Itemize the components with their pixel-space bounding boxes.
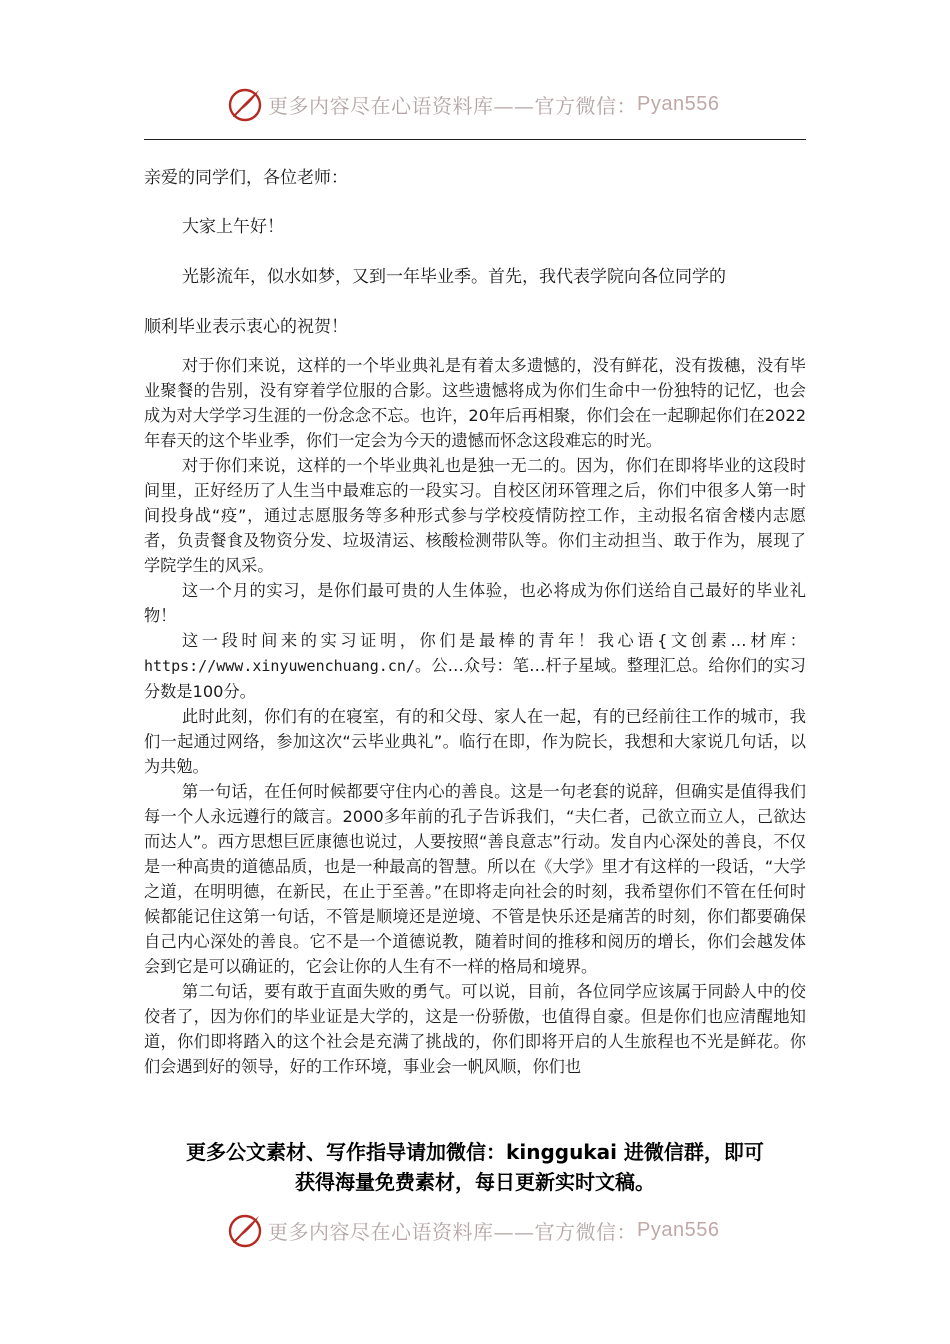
- paragraph-4: [144, 628, 806, 704]
- banner-wechat-id: Pyan556: [637, 92, 720, 115]
- header-banner: [0, 80, 950, 128]
- intro-line-1: 光影流年，似水如梦，又到一年毕业季。首先，我代表学院向各位同学的: [182, 267, 726, 287]
- footer-wechat-id: Pyan556: [637, 1218, 720, 1241]
- paragraph-7: 第二句话，要有敢于直面失败的勇气。可以说，目前，各位同学应该属于同龄人中的佼佼者了，因为你们的毕业证是大学的，这是一份骄傲，也值得自豪。但是你们也应清醒地知道，你们即将踏入的这个社会是充满了挑战的，你们即将开启的人生旅程也不光是鲜花。你们会遇到好的领导，好的工作环境，事业会一帆风顺，你们也: [144, 982, 806, 1076]
- greeting: 大家上午好！: [182, 217, 284, 237]
- paragraph-5: 此时此刻，你们有的在寝室，有的和父母、家人在一起，有的已经前往工作的城市，我们一起通过网络，参加这次“云毕业典礼”。临行在即，作为院长，我想和大家说几句话，以为共勉。: [144, 707, 806, 776]
- speech-body: [144, 353, 806, 1079]
- quill-logo-icon: [226, 85, 264, 123]
- header-divider: [144, 139, 806, 140]
- paragraph-1: 对于你们来说，这样的一个毕业典礼是有着太多遗憾的，没有鲜花，没有拨穗，没有毕业聚餐的告别，没有穿着学位服的合影。这些遗憾将成为你们生命中一份独特的记忆，也会成为对大学学习生涯的一份念念不忘。也许，20年后再相聚，你们会在一起聊起你们在2022年春天的这个毕业季，你们一定会为今天的遗憾而怀念这段难忘的时光。: [144, 356, 806, 450]
- source-url-link[interactable]: https://www.xinyuwenchuang.cn/: [144, 657, 415, 675]
- promo-line-2: 获得海量免费素材，每日更新实时文稿。: [295, 1170, 655, 1194]
- salutation: 亲爱的同学们，各位老师：: [144, 168, 348, 188]
- footer-banner-text: 更多内容尽在心语资料库——官方微信：: [268, 1219, 637, 1244]
- paragraph-4-part-a: 这一段时间来的实习证明，你们是最棒的青年！我心语{文创素…材库：: [182, 631, 806, 650]
- paragraph-4-part-b: 。公…众号：笔…杆子星域。整理汇总。给你们的实习分数是100分。: [144, 656, 806, 701]
- banner-text: 更多内容尽在心语资料库——官方微信：: [268, 93, 637, 118]
- paragraph-6: 第一句话，在任何时候都要守住内心的善良。这是一句老套的说辞，但确实是值得我们每一个人永远遵行的箴言。2000多年前的孔子告诉我们，“夫仁者，己欲立而立人，己欲达而达人”。西方思想巨匠康德也说过，人要按照“善良意志”行动。发自内心深处的善良，不仅是一种高贵的道德品质，也是一种最高的智慧。所以在《大学》里才有这样的一段话，“大学之道，在明明德，在新民，在止于至善。”在即将走向社会的时刻，我希望你们不管在任何时候都能记住这第一句话，不管是顺境还是逆境、不管是快乐还是痛苦的时刻，你们都要确保自己内心深处的善良。它不是一个道德说教，随着时间的推移和阅历的增长，你们会越发体会到它是可以确证的，它会让你的人生有不一样的格局和境界。: [144, 782, 806, 976]
- paragraph-3: 这一个月的实习，是你们最可贵的人生体验，也必将成为你们送给自己最好的毕业礼物！: [144, 581, 806, 625]
- intro-line-2: 顺利毕业表示衷心的祝贺！: [144, 317, 348, 337]
- promo-line-1: 更多公文素材、写作指导请加微信：kinggukai 进微信群，即可: [186, 1140, 764, 1164]
- promo-notice: [120, 1137, 830, 1197]
- footer-banner: [0, 1206, 950, 1254]
- paragraph-2: 对于你们来说，这样的一个毕业典礼也是独一无二的。因为，你们在即将毕业的这段时间里，正好经历了人生当中最难忘的一段实习。自校区闭环管理之后，你们中很多人第一时间投身战“疫”，通过志愿服务等多种形式参与学校疫情防控工作，主动报名宿舍楼内志愿者，负责餐食及物资分发、垃圾清运、核酸检测带队等。你们主动担当、敢于作为，展现了学院学生的风采。: [144, 456, 806, 575]
- quill-logo-icon: [226, 1211, 264, 1249]
